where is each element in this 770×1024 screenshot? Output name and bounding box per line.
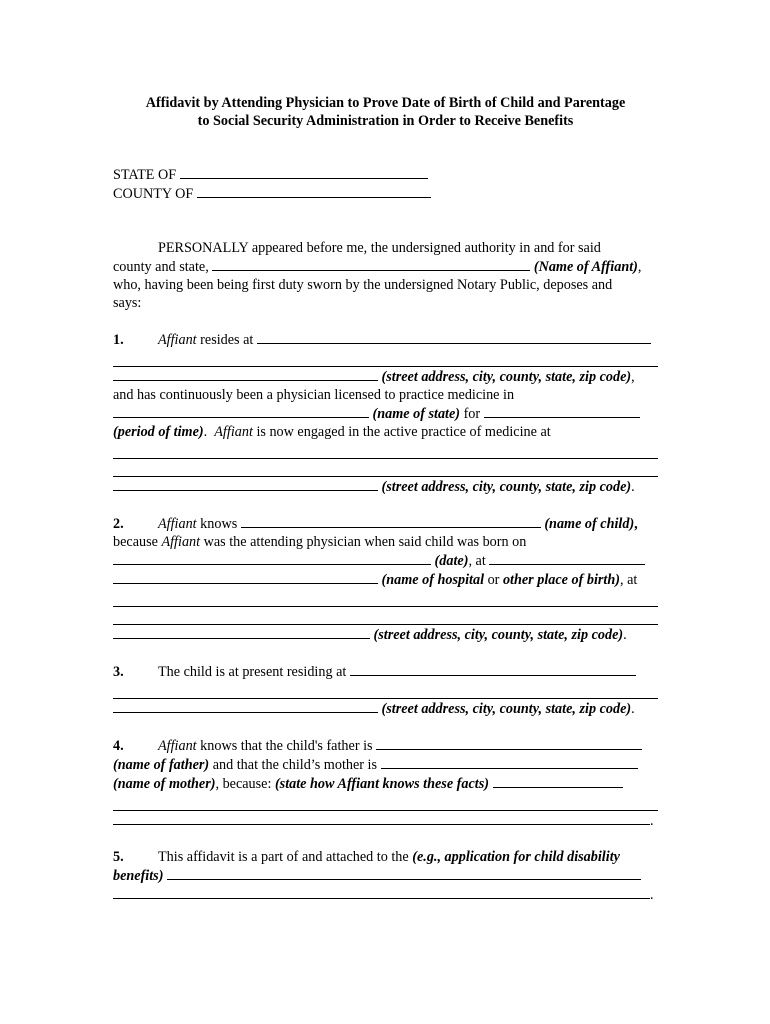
child-residence-field-2[interactable] xyxy=(113,699,378,713)
hospital-field[interactable] xyxy=(113,570,378,584)
title-line-2: to Social Security Administration in Order to Receive Benefits xyxy=(197,113,574,129)
child-name-field[interactable] xyxy=(241,514,541,528)
license-state-field[interactable] xyxy=(113,404,369,418)
facts-field[interactable] xyxy=(493,774,623,788)
affiant-name-hint: (Name of Affiant) xyxy=(533,259,638,275)
blank-line[interactable] xyxy=(113,681,658,699)
affiant-name-field[interactable] xyxy=(212,257,530,271)
practice-address-field[interactable] xyxy=(113,477,378,491)
county-label: COUNTY OF xyxy=(113,186,194,202)
mother-name-field[interactable] xyxy=(381,755,638,769)
blank-line[interactable] xyxy=(113,459,658,477)
father-name-field[interactable] xyxy=(376,736,642,750)
paragraph-1: 1. Affiant resides at (street address, city, county, state, zip code), and has continuously been a physician licensed to practice medicine in (name of state) for (period of time). Affiant is now engaged in the active practice of medicine at (street address, city, county, state, zip code). xyxy=(113,330,658,496)
affiant-residence-field[interactable] xyxy=(257,330,651,344)
child-residence-field[interactable] xyxy=(350,662,636,676)
facts-field-2[interactable] xyxy=(113,811,650,825)
intro-paragraph: PERSONALLY appeared before me, the undersigned authority in and for said county and state, (Name of Affiant), who, having been being first duty sworn by the undersigned Notary Public, deposes and says: xyxy=(113,240,642,311)
blank-line[interactable] xyxy=(113,349,658,367)
title-line-1: Affidavit by Attending Physician to Prove Date of Birth of Child and Parentage xyxy=(145,95,626,111)
hospital-address-field[interactable] xyxy=(113,625,370,639)
state-label: STATE OF xyxy=(113,167,177,183)
county-field[interactable] xyxy=(197,184,431,198)
affiant-residence-field-2[interactable] xyxy=(113,367,378,381)
blank-line[interactable] xyxy=(113,589,658,607)
document-title xyxy=(113,94,658,130)
paragraph-2: 2. Affiant knows (name of child), because Affiant was the attending physician when said child was born on (date), at (name of hospital or other place of birth), at (street address, city, county, state, zip code). xyxy=(113,514,658,644)
blank-line[interactable] xyxy=(113,607,658,625)
state-field[interactable] xyxy=(180,165,428,179)
period-field[interactable] xyxy=(484,404,640,418)
affidavit-page xyxy=(113,94,658,904)
paragraph-3: 3. The child is at present residing at (street address, city, county, state, zip code). xyxy=(113,662,658,718)
attached-to-field[interactable] xyxy=(167,866,641,880)
birth-date-field[interactable] xyxy=(113,551,431,565)
attached-to-field-2[interactable] xyxy=(113,885,650,899)
blank-line[interactable] xyxy=(113,793,658,811)
blank-line[interactable] xyxy=(113,441,658,459)
venue-block xyxy=(113,165,658,203)
paragraph-4: 4. Affiant knows that the child's father is (name of father) and that the child’s mother is (name of mother), because: (state how Affiant knows these facts) . xyxy=(113,736,658,830)
birth-place-field[interactable] xyxy=(489,551,645,565)
paragraph-5: 5. This affidavit is a part of and attached to the (e.g., application for child disability benefits) . xyxy=(113,849,654,903)
